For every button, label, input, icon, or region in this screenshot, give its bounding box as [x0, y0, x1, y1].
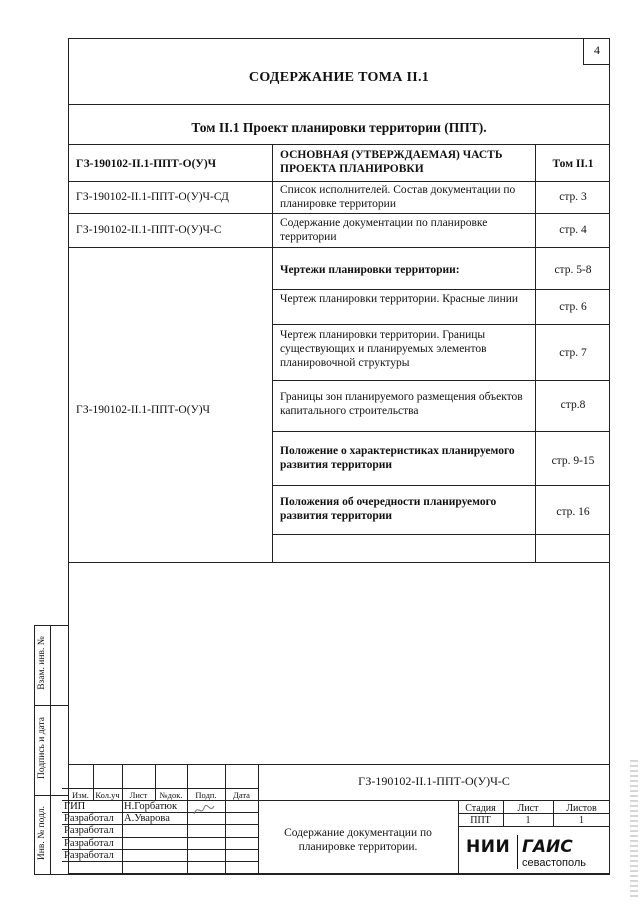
group-row-page: стр. 9-15 — [551, 455, 595, 467]
group-row-page: стр.8 — [560, 399, 586, 411]
tb-header: №док. — [159, 790, 183, 800]
row-page: стр. 3 — [559, 191, 587, 203]
side-stamp-signature: Подпись и дата — [37, 717, 47, 780]
tb-sheet-label: Лист — [517, 803, 539, 814]
tb-name: Н.Горбатюк — [124, 801, 178, 812]
group-row-name: Границы зон планируемого размещения объектов капитального строительства — [280, 391, 523, 417]
group-row-name: Чертеж планировки территории. Границы существующих и планируемых элементов планировочной структуры — [280, 329, 487, 369]
row-code: ГЗ-190102-II.1-ППТ-О(У)Ч-С — [76, 224, 222, 236]
tb-header: Дата — [233, 790, 250, 800]
row-page: стр. 4 — [559, 224, 587, 236]
tb-role: Разработал — [64, 838, 114, 849]
header-code: ГЗ-190102-II.1-ППТ-О(У)Ч — [76, 158, 217, 170]
divider — [68, 104, 610, 105]
group-row-page: стр. 6 — [559, 301, 587, 313]
title-block-doc-name: Содержание документации по планировке территории. — [284, 827, 432, 853]
logo-city: севастополь — [522, 857, 586, 869]
tb-role: Разработал — [64, 813, 114, 824]
side-stamp-inventory: Инв. № подл. — [37, 805, 47, 861]
tb-role: Разработал — [64, 825, 114, 836]
tb-role: Разработал — [64, 850, 114, 861]
logo-part2: ГАИС — [522, 837, 573, 857]
group-row-page: стр. 5-8 — [554, 264, 592, 276]
organization-logo — [462, 833, 608, 873]
row-code: ГЗ-190102-II.1-ППТ-О(У)Ч-СД — [76, 191, 229, 203]
tb-sheet: 1 — [525, 815, 531, 826]
tb-stage-label: Стадия — [465, 803, 496, 814]
header-name: ОСНОВНАЯ (УТВЕРЖДАЕМАЯ) ЧАСТЬ ПРОЕКТА ПЛАНИРОВКИ — [280, 149, 503, 175]
tb-header: Подп. — [195, 790, 217, 800]
tb-sheets-label: Листов — [566, 803, 597, 814]
group-row-page: стр. 16 — [556, 506, 590, 518]
scan-edge-noise — [630, 760, 638, 900]
page-number: 4 — [583, 38, 610, 65]
group-row-page: стр. 7 — [559, 347, 587, 359]
volume-title: Том II.1 Проект планировки территории (ППТ). — [191, 120, 487, 135]
group-row-name: Положения об очередности планируемого развития территории — [280, 496, 497, 522]
tb-role: ГИП — [64, 801, 86, 812]
row-name: Список исполнителей. Состав документации по планировке территории — [280, 184, 516, 210]
side-stamp-replace: Взам. инв. № — [37, 636, 47, 690]
title-block-code: ГЗ-190102-II.1-ППТ-О(У)Ч-С — [358, 774, 510, 788]
row-name: Содержание документации по планировке территории — [280, 217, 488, 243]
divider — [68, 144, 610, 145]
tb-stage: ППТ — [470, 815, 491, 826]
tb-header: Кол.уч — [95, 790, 120, 800]
logo-part1: НИИ — [466, 837, 511, 857]
group-row-name: Чертеж планировки территории. Красные линии — [280, 293, 519, 305]
tb-header: Изм. — [72, 790, 89, 800]
tb-header: Лист — [129, 790, 148, 800]
tb-sheets: 1 — [579, 815, 584, 826]
signature-mark — [192, 802, 216, 818]
group-row-name: Положение о характеристиках планируемого развития территории — [280, 445, 515, 471]
tb-name: А.Уварова — [124, 813, 170, 824]
group-row-name: Чертежи планировки территории: — [280, 264, 460, 276]
group-code: ГЗ-190102-II.1-ППТ-О(У)Ч — [76, 404, 211, 416]
page-title: СОДЕРЖАНИЕ ТОМА II.1 — [248, 70, 430, 85]
header-page: Том II.1 — [552, 158, 594, 170]
